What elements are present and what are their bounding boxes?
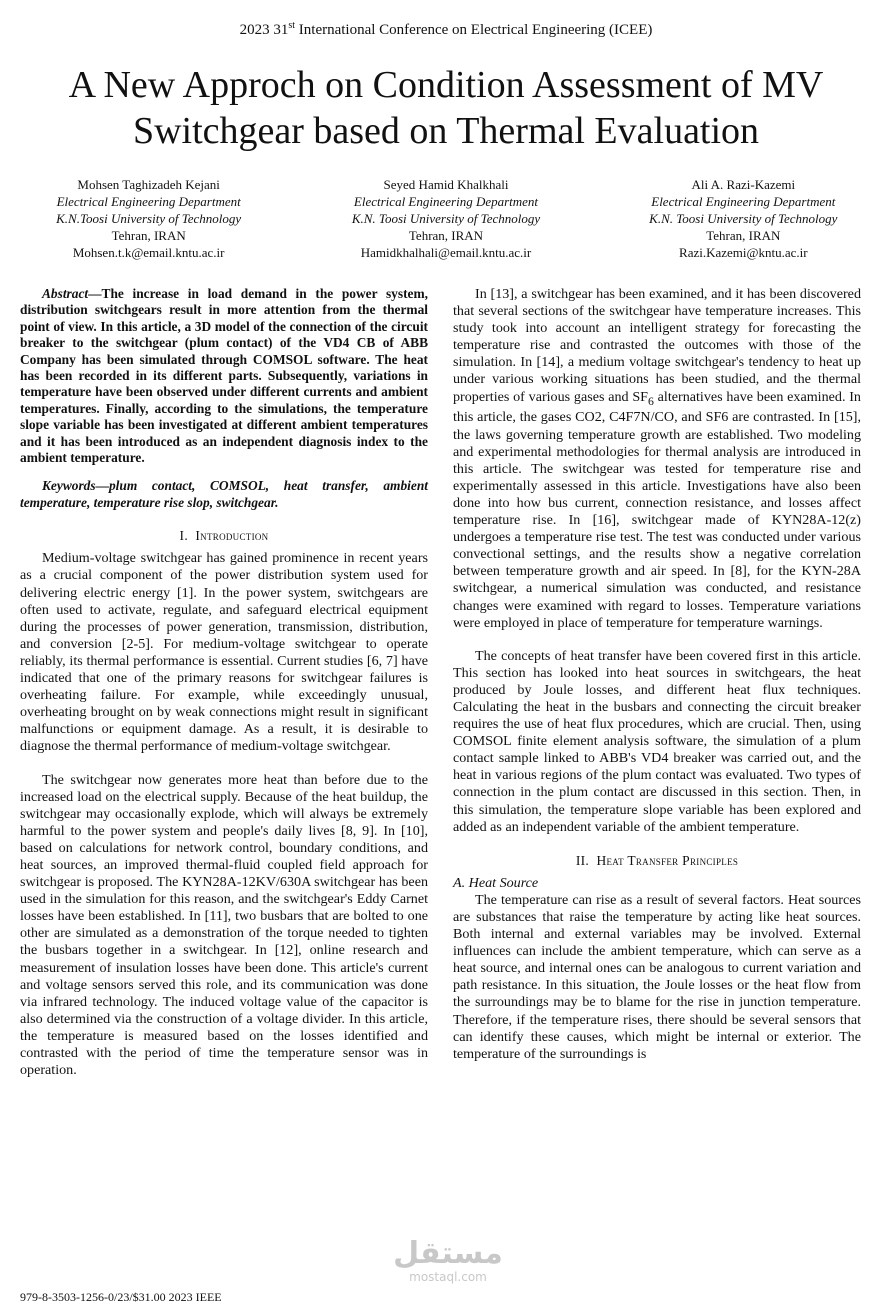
watermark-logo xyxy=(388,1238,508,1284)
copyright-footer: 979-8-3503-1256-0/23/$31.00 2023 IEEE xyxy=(20,1290,222,1304)
paragraph xyxy=(453,286,861,632)
section-heading-introduction xyxy=(20,527,428,544)
author-3 xyxy=(595,176,892,261)
conference-year: 2023 31 xyxy=(239,22,289,38)
author-name: Ali A. Razi-Kazemi xyxy=(691,177,796,192)
keywords: Keywords—plum contact, COMSOL, heat transfer, ambient temperature, temperature rise slop, switchgear. xyxy=(20,478,428,510)
paragraph-text: alternatives have been examined. In this article, the gases CO2, C4F7N/CO, and SF6 are contrasted. In [15], the laws governing temperature growth are established. Two modeling and experimental methodologies for thermal analysis are introduced in this article. The switchgear was tested for temperature rise and experimentally assessed in this article. Investigations have also been done into how bus current, connection resistance, and losses affect temperature rise. In [16], switchgear made of KYN28A-12(z) undergoes a temperature rise test. The test was conducted under various convectional settings, and the results show a negative correlation between temperature growth and air speed. In [8], for the KYN-28A switchgear, a numerical simulation was conducted, and resistance changes were examined with regard to losses. Temperature variations were employed in place of temperature for temperature warnings. xyxy=(453,388,861,631)
section-heading-heat-transfer xyxy=(453,852,861,869)
left-column xyxy=(20,286,428,1079)
section-title: Heat Transfer Principles xyxy=(596,852,739,868)
conference-ordinal-suffix: st xyxy=(288,20,296,31)
section-title: Introduction xyxy=(195,528,269,544)
paper-title: A New Approch on Condition Assessment of MV Switchgear based on Thermal Evaluation xyxy=(68,64,824,152)
subsection-heading: A. Heat Source xyxy=(453,874,539,891)
author-department: Electrical Engineering Department xyxy=(651,194,836,209)
paragraph-text: In [13], a switchgear has been examined, and it has been discovered that several sections of the switchgear have temperature increases. This study took into account an intelligent strategy for forecasting the temperature rise and contrasted the outcomes with those of the simulation. In [14], a medium voltage switchgear's tendency to heat up under various working situations has been studied, and the thermal properties of various gases and SF xyxy=(453,286,861,405)
author-department: Electrical Engineering Department xyxy=(353,194,539,209)
author-name: Mohsen Taghizadeh Kejani xyxy=(77,177,220,192)
paragraph: The concepts of heat transfer have been covered first in this article. This section has looked into heat sources in switchgears, the heat produced by Joule losses, and different heat flux techniques. Calculating the heat in the busbars and connecting the circuit breaker requires the use of heat flux procedures, which are crucial. Then, using COMSOL finite element analysis software, the simulation of a plum contact sample linked to ABB's VD4 breaker was carried out, and the heat in various regions of the plum contact was evaluated. Two types of connection in the plum contact are discussed in this section. Then, in this simulation, the temperature slope variable has been explored and added as an independent variable of the ambient temperature. xyxy=(453,647,861,835)
author-email: Mohsen.t.k@email.kntu.ac.ir xyxy=(72,245,225,260)
author-email: Razi.Kazemi@kntu.ac.ir xyxy=(679,245,808,260)
section-number: II. xyxy=(575,852,590,868)
author-university: K.N. Toosi University of Technology xyxy=(649,211,838,226)
author-1 xyxy=(0,176,297,261)
author-university: K.N. Toosi University of Technology xyxy=(351,211,541,226)
author-2 xyxy=(297,176,594,261)
author-email: Hamidkhalhali@email.kntu.ac.ir xyxy=(360,245,532,260)
watermark-logo-text: مستقل xyxy=(393,1236,503,1271)
right-column xyxy=(453,286,861,1063)
subscript: 6 xyxy=(648,394,654,408)
paragraph: The temperature can rise as a result of several factors. Heat sources are substances that raise the temperature by acting like heat sources. Both internal and external variables may be involved. External influences can include the ambient temperature, which can serve as a heat source, and internal ones can be analogous to current variation and path resistance. In this situation, the Joule losses or the heat flow from the surroundings may be to blame for the rise in junction temperature. Therefore, if the temperature rises, there should be several sensors that can identify these causes, which might be internal or exterior. The temperature of the surroundings is xyxy=(453,891,861,1062)
author-block xyxy=(0,176,892,261)
conference-header xyxy=(0,20,892,39)
abstract-lead: Abstract xyxy=(42,286,89,301)
paragraph: The switchgear now generates more heat than before due to the increased load on the electrical supply. Because of the heat buildup, the switchgear may occasionally explode, which will always be extremely harmful to the power system and people's daily lives [8, 9]. In [10], based on calculations for network control, boundary conditions, and heat sources, an improved thermal-fluid coupled field approach for switchgear is proposed. The KYN28A-12KV/630A switchgear has been used in the simulation for this reason, and the switchgear's Eddy Carnet losses have been established. In [11], two busbars that are bolted to one other are simulated as a demonstration of the torque needed to tighten the busbars together in a switchgear. In [12], online research and measurement of insulation losses have been done. This article's current and voltage sensors served this role, and its communication was done via infrared technology. The induced voltage value of the capacitor is also determined via the construction of a voltage divider. In this article, the temperature is measured based on the losses identified and contrasted with the period of time the temperature sensor was in operation. xyxy=(20,771,428,1079)
author-name: Seyed Hamid Khalkhali xyxy=(383,177,509,192)
abstract-text: —The increase in load demand in the power system, distribution switchgears result in more attention from the thermal point of view. In this article, a 3D model of the connection of the circuit breaker to the switchgear (plum contact) of the VD4 CB of ABB Company has been simulated through COMSOL software. The heat has been recorded in its different parts. Subsequently, variations in temperature have been observed under different currents and ambient temperatures. Finally, according to the simulations, the temperature slope variable has been investigated at different ambient temperatures and it has been introduced as an independent diagnosis index to the ambient temperature. xyxy=(20,286,428,466)
section-number: I. xyxy=(179,528,189,544)
author-location: Tehran, IRAN xyxy=(408,228,484,243)
watermark-site: mostaql.com xyxy=(409,1270,487,1284)
author-location: Tehran, IRAN xyxy=(706,228,781,243)
abstract xyxy=(20,286,428,466)
conference-name: International Conference on Electrical Engineering (ICEE) xyxy=(295,22,653,38)
author-location: Tehran, IRAN xyxy=(111,228,186,243)
paragraph: Medium-voltage switchgear has gained prominence in recent years as a crucial component of the power distribution system used for delivering electric energy [1]. In the power system, switchgears are often used to activate, regulate, and safeguard electrical equipment during the processes of power generation, transmission, distribution, and conversion [2-5]. For medium-voltage switchgear to operate reliably, its thermal performance is essential. Current studies [6, 7] have indicated that one of the primary reasons for switchgear failures is overheating failure. For example, while exceedingly unusual, overheating brought on by weak connections might result in significant malfunctions or equipment damage. As a result, it is desirable to diagnose the thermal performance of medium-voltage switchgear. xyxy=(20,550,428,755)
author-department: Electrical Engineering Department xyxy=(56,194,241,209)
author-university: K.N.Toosi University of Technology xyxy=(56,211,242,226)
